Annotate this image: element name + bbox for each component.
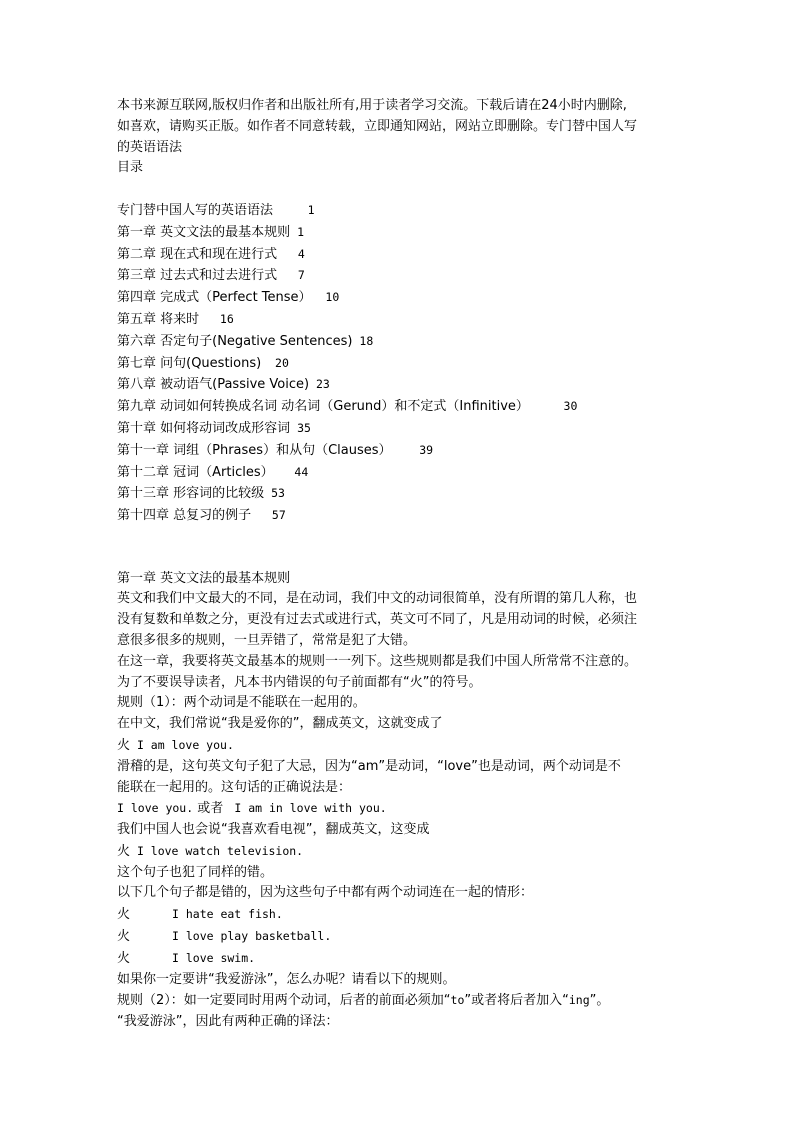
rule-text: ”。 bbox=[589, 993, 610, 1009]
example-sentence: I love watch television. bbox=[130, 843, 304, 858]
paragraph-line: 我们中国人也会说“我喜欢看电视”，翻成英文，这变成 bbox=[117, 822, 430, 838]
intro-line: 本书来源互联网,版权归作者和出版社所有,用于读者学习交流。下载后请在24小时内删除, bbox=[117, 98, 627, 113]
wrong-mark: 火 bbox=[117, 907, 131, 923]
paragraph-line: 能联在一起用的。这句话的正确说法是： bbox=[117, 779, 352, 795]
toc-entry bbox=[117, 440, 697, 462]
example-sentence: I love play basketball. bbox=[172, 929, 332, 944]
paragraph-line: 英文和我们中文最大的不同，是在动词，我们中文的动词很简单，没有所谓的第几人称，也 bbox=[117, 591, 638, 607]
toc-entry bbox=[117, 483, 697, 505]
wrong-mark: 火 bbox=[117, 843, 131, 859]
wrong-example-list bbox=[117, 904, 697, 969]
toc-entry bbox=[117, 309, 697, 331]
paragraph-line: 如果你一定要讲“我爱游泳”，怎么办呢？请看以下的规则。 bbox=[117, 971, 456, 987]
toc-entry-title: 第三章 过去式和过去进行式 bbox=[117, 268, 278, 284]
chapter-1 bbox=[117, 569, 697, 1034]
toc-entry-page: 1 bbox=[273, 202, 315, 217]
intro-line: 的英语语法 bbox=[117, 139, 183, 155]
paragraph-line: “我爱游泳”，因此有两种正确的译法： bbox=[117, 1014, 339, 1030]
toc-entry-title: 第七章 问句(Questions) bbox=[117, 355, 262, 371]
chapter-title: 第一章 英文文法的最基本规则 bbox=[117, 570, 291, 586]
toc-entry-page: 30 bbox=[528, 399, 578, 414]
paragraph-line: 滑稽的是，这句英文句子犯了大忌，因为“am”是动词，“love”也是动词，两个动词是不 bbox=[117, 758, 621, 774]
toc-entry-title: 第四章 完成式（Perfect Tense） bbox=[117, 290, 312, 306]
toc-entry-page: 7 bbox=[277, 268, 305, 283]
copyright-notice bbox=[117, 96, 697, 158]
wrong-mark: 火 bbox=[117, 950, 131, 966]
toc-entry-page: 53 bbox=[264, 486, 285, 501]
intro-line: 如喜欢，请购买正版。如作者不同意转载，立即通知网站，网站立即删除。专门替中国人写 bbox=[117, 118, 638, 134]
toc-entry bbox=[117, 265, 697, 287]
document-page bbox=[117, 96, 697, 1033]
connector-text: 或者 bbox=[193, 801, 228, 817]
toc-entry-page: 20 bbox=[261, 355, 289, 370]
wrong-example bbox=[117, 841, 697, 863]
keyword: to bbox=[450, 993, 465, 1008]
toc-entry-title: 第五章 将来时 bbox=[117, 311, 200, 327]
table-of-contents bbox=[117, 200, 697, 527]
paragraph-line: 为了不要误导读者，凡本书内错误的句子前面都有“火”的符号。 bbox=[117, 674, 482, 690]
toc-entry-page: 18 bbox=[352, 333, 374, 348]
wrong-example bbox=[117, 926, 697, 948]
toc-entry bbox=[117, 462, 697, 484]
paragraph-line: 这个句子也犯了同样的错。 bbox=[117, 864, 274, 880]
wrong-mark: 火 bbox=[117, 737, 131, 753]
rule-text: 规则（2）：如一定要同时用两个动词，后者的前面必须加“ bbox=[117, 993, 451, 1009]
toc-entry-page: 1 bbox=[290, 224, 304, 239]
wrong-example bbox=[117, 904, 697, 926]
toc-entry-page: 39 bbox=[391, 442, 434, 457]
toc-entry-title: 第六章 否定句子(Negative Sentences) bbox=[117, 333, 353, 349]
toc-entry bbox=[117, 505, 697, 527]
toc-entry-title: 第十二章 冠词（Articles） bbox=[117, 464, 274, 480]
toc-entry bbox=[117, 287, 697, 309]
toc-entry-title: 第八章 被动语气(Passive Voice) bbox=[117, 377, 310, 393]
toc-entry-title: 专门替中国人写的英语语法 bbox=[117, 202, 274, 218]
rule-text: ”或者将后者加入“ bbox=[464, 993, 569, 1009]
toc-entry-page: 10 bbox=[311, 290, 340, 305]
toc-entry-title: 第十一章 词组（Phrases）和从句（Clauses） bbox=[117, 442, 392, 458]
rule-1: 规则（1）：两个动词是不能联在一起用的。 bbox=[117, 695, 366, 711]
blank-line bbox=[117, 179, 697, 200]
toc-entry-page: 35 bbox=[290, 420, 311, 435]
rule-2 bbox=[117, 990, 697, 1012]
toc-entry-title: 第十四章 总复习的例子 bbox=[117, 508, 252, 524]
wrong-mark: 火 bbox=[117, 929, 131, 945]
example-sentence: I hate eat fish. bbox=[172, 907, 283, 922]
example-sentence: I am love you. bbox=[130, 737, 234, 752]
blank-line bbox=[117, 527, 697, 548]
paragraph-line: 意很多很多的规则，一旦弄错了，常常是犯了大错。 bbox=[117, 632, 417, 648]
toc-entry bbox=[117, 222, 697, 244]
toc-entry-page: 57 bbox=[251, 508, 286, 523]
example-sentence: I love swim. bbox=[172, 950, 256, 965]
toc-entry-title: 第十三章 形容词的比较级 bbox=[117, 486, 265, 502]
wrong-example bbox=[117, 735, 697, 757]
toc-entry-page: 44 bbox=[273, 464, 309, 479]
paragraph-line: 以下几个句子都是错的，因为这些句子中都有两个动词连在一起的情形： bbox=[117, 885, 534, 901]
paragraph-line: 没有复数和单数之分，更没有过去式或进行式，英文可不同了，凡是用动词的时候，必须注 bbox=[117, 612, 638, 628]
wrong-example bbox=[117, 948, 697, 970]
toc-entry-title: 第一章 英文文法的最基本规则 bbox=[117, 224, 291, 240]
toc-entry bbox=[117, 353, 697, 375]
toc-entry-page: 4 bbox=[277, 246, 305, 261]
toc-entry bbox=[117, 200, 697, 222]
toc-entry-page: 23 bbox=[309, 377, 330, 392]
toc-entry bbox=[117, 331, 697, 353]
toc-entry bbox=[117, 374, 697, 396]
toc-entry bbox=[117, 418, 697, 440]
keyword: ing bbox=[568, 993, 590, 1008]
toc-entry-title: 第十章 如何将动词改成形容词 bbox=[117, 420, 291, 436]
toc-entry-title: 第二章 现在式和现在进行式 bbox=[117, 246, 278, 262]
toc-entry bbox=[117, 396, 697, 418]
toc-entry-title: 第九章 动词如何转换成名词 动名词（Gerund）和不定式（Infinitive） bbox=[117, 399, 529, 415]
paragraph-line: 在中文，我们常说“我是爱你的”，翻成英文，这就变成了 bbox=[117, 716, 443, 732]
blank-line bbox=[117, 548, 697, 569]
toc-entry-page: 16 bbox=[199, 311, 234, 326]
example-sentence: I am in love with you. bbox=[227, 801, 387, 816]
example-sentence: I love you. bbox=[117, 801, 194, 816]
toc-entry bbox=[117, 244, 697, 266]
paragraph-line: 在这一章，我要将英文最基本的规则一一列下。这些规则都是我们中国人所常常不注意的。 bbox=[117, 653, 638, 669]
correct-example bbox=[117, 798, 697, 820]
toc-heading: 目录 bbox=[117, 160, 144, 176]
